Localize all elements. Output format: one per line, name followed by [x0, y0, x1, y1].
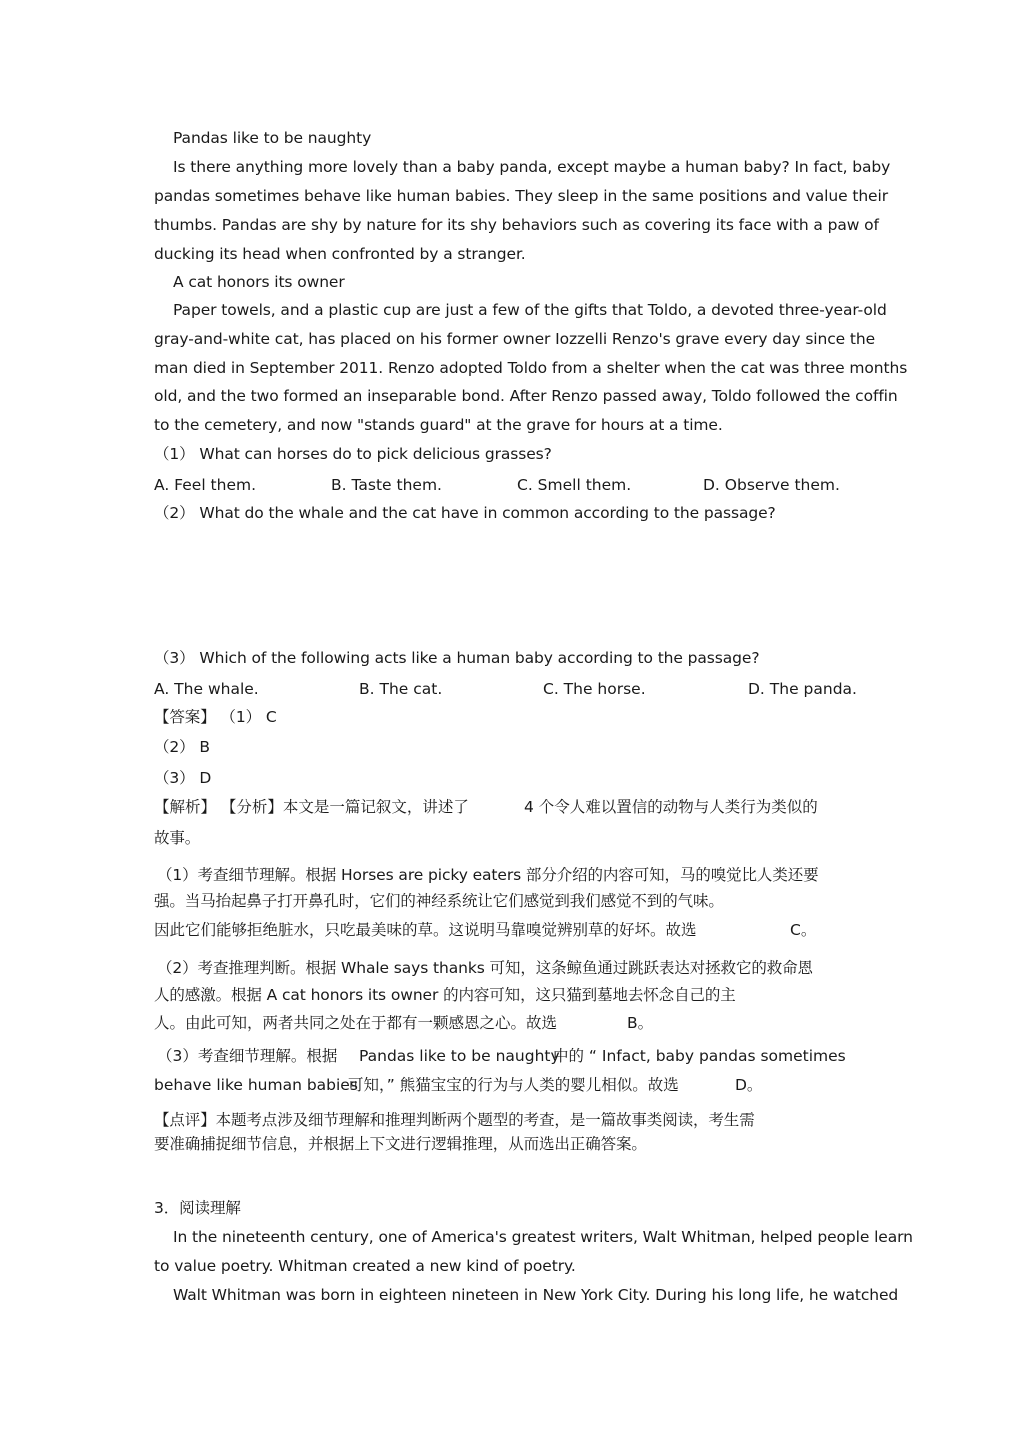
analysis-q1-choice: C。: [790, 921, 817, 939]
analysis-intro: 【解析】 【分析】本文是一篇记叙文，讲述了: [154, 798, 469, 816]
analysis-q3-line: 中的 “ Infact, baby pandas sometimes: [553, 1047, 846, 1065]
analysis-q1-line: 强。当马抬起鼻子打开鼻孔时，它们的神经系统让它们感觉到我们感觉不到的气味。: [154, 892, 724, 910]
analysis-q2-line: （2）考查推理判断。根据 Whale says thanks 可知，这条鲸鱼通过跳跃表达对拯救它的救命恩: [157, 959, 813, 977]
analysis-intro-end: 故事。: [154, 829, 201, 847]
analysis-q1-line: 因此它们能够拒绝脏水，只吃最美味的草。这说明马靠嗅觉辨别草的好坏。故选: [154, 921, 697, 939]
cat-paragraph-line: Paper towels, and a plastic cup are just a few of the gifts that Toldo, a devoted three-year-old: [173, 301, 887, 319]
analysis-q3-quote: behave like human babies: [154, 1076, 358, 1094]
analysis-q2-choice: B。: [627, 1014, 654, 1032]
cat-paragraph-line: gray-and-white cat, has placed on his former owner Iozzelli Renzo's grave every day since the: [154, 330, 876, 348]
comment-line: 【点评】本题考点涉及细节理解和推理判断两个题型的考查，是一篇故事类阅读，考生需: [154, 1111, 755, 1129]
analysis-q2-line: 人。由此可知，两者共同之处在于都有一颗感恩之心。故选: [154, 1014, 558, 1032]
pandas-paragraph-line: ducking its head when confronted by a stranger.: [154, 245, 526, 263]
analysis-q2-line: 人的感激。根据 A cat honors its owner 的内容可知，这只猫到墓地去怀念自己的主: [154, 986, 736, 1004]
analysis-q3-choice: D。: [735, 1076, 763, 1094]
analysis-intro-cont: 4 个令人难以置信的动物与人类行为类似的: [524, 798, 818, 816]
comment-line: 要准确捕捉细节信息，并根据上下文进行逻辑推理，从而选出正确答案。: [154, 1135, 647, 1153]
question-2: （2） What do the whale and the cat have in common according to the passage?: [154, 504, 776, 522]
pandas-section-title: Pandas like to be naughty: [173, 129, 372, 147]
cat-paragraph-line: old, and the two formed an inseparable bond. After Renzo passed away, Toldo followed the coffin: [154, 387, 898, 405]
question-3-option-d: D. The panda.: [748, 680, 857, 698]
cat-paragraph-line: to the cemetery, and now "stands guard" at the grave for hours at a time.: [154, 416, 723, 434]
section-3-paragraph-line: to value poetry. Whitman created a new kind of poetry.: [154, 1257, 576, 1275]
section-3-paragraph-line: Walt Whitman was born in eighteen nineteen in New York City. During his long life, he watched: [173, 1286, 899, 1304]
section-3-paragraph-line: In the nineteenth century, one of America's greatest writers, Walt Whitman, helped people learn: [173, 1228, 913, 1246]
question-1: （1） What can horses do to pick delicious grasses?: [154, 445, 552, 463]
answer-line-1: 【答案】 （1） C: [154, 708, 277, 726]
analysis-q1-line: （1）考查细节理解。根据 Horses are picky eaters 部分介绍的内容可知，马的嗅觉比人类还要: [157, 866, 819, 884]
analysis-q3-line: 可知，” 熊猫宝宝的行为与人类的婴儿相似。故选: [348, 1076, 679, 1094]
question-1-option-c: C. Smell them.: [517, 476, 632, 494]
answer-line-2: （2） B: [154, 738, 210, 756]
section-3-heading: 3．阅读理解: [154, 1199, 241, 1217]
question-1-option-a: A. Feel them.: [154, 476, 257, 494]
pandas-paragraph-line: Is there anything more lovely than a baby panda, except maybe a human baby? In fact, baby: [173, 158, 891, 176]
pandas-paragraph-line: pandas sometimes behave like human babies. They sleep in the same positions and value their: [154, 187, 888, 205]
cat-section-title: A cat honors its owner: [173, 273, 345, 291]
question-3-option-c: C. The horse.: [543, 680, 646, 698]
question-1-option-b: B. Taste them.: [331, 476, 442, 494]
question-3-option-b: B. The cat.: [359, 680, 443, 698]
cat-paragraph-line: man died in September 2011. Renzo adopted Toldo from a shelter when the cat was three months: [154, 359, 908, 377]
analysis-q3-quote: Pandas like to be naughty: [359, 1047, 560, 1065]
analysis-q3-line: （3）考查细节理解。根据: [157, 1047, 338, 1065]
question-1-option-d: D. Observe them.: [703, 476, 840, 494]
question-3: （3） Which of the following acts like a human baby according to the passage?: [154, 649, 760, 667]
question-3-option-a: A. The whale.: [154, 680, 259, 698]
answer-line-3: （3） D: [154, 769, 212, 787]
pandas-paragraph-line: thumbs. Pandas are shy by nature for its shy behaviors such as covering its face with a paw of: [154, 216, 879, 234]
